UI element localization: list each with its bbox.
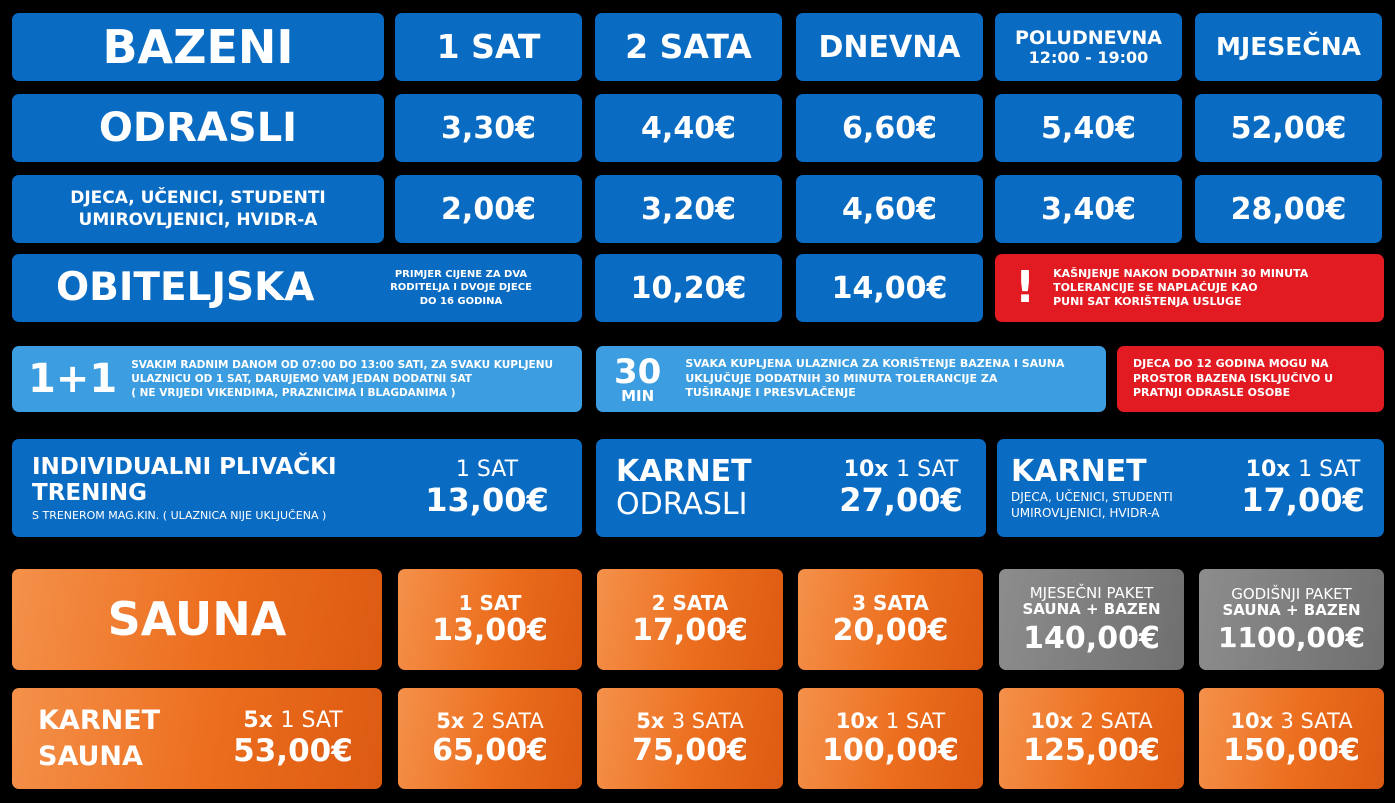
- col-header-half-day: [995, 13, 1182, 81]
- price-adults-half-day: 5,40€: [995, 94, 1182, 162]
- sauna-karnet-item-6-unit: 3 SATA: [1280, 709, 1353, 734]
- sauna-monthly-price: 140,00€: [1023, 620, 1160, 656]
- training-unit: 1 SAT: [455, 457, 519, 483]
- sauna-title: SAUNA: [12, 569, 382, 670]
- training-price: 13,00€: [425, 480, 549, 519]
- sauna-yearly-price: 1100,00€: [1217, 620, 1365, 654]
- sauna-yearly-line2: SAUNA + BAZEN: [1222, 601, 1361, 620]
- sauna-karnet-first: [12, 688, 382, 789]
- karnet-adults-qty: 10x: [843, 457, 889, 483]
- children-note-line1: DJECA DO 12 GODINA MOGU NA: [1133, 356, 1329, 370]
- sauna-yearly-package: [1199, 569, 1384, 670]
- sauna-karnet-item-2-qty: 5x: [436, 709, 465, 734]
- sauna-karnet-item-3-unit: 3 SATA: [671, 709, 744, 734]
- promo-thirty-min-num: 30: [614, 351, 662, 392]
- sauna-karnet-item-4: [798, 688, 983, 789]
- half-day-label: POLUDNEVNA: [1015, 26, 1162, 49]
- reduced-label-line1: DJECA, UČENICI, STUDENTI: [70, 187, 326, 208]
- family-note: [376, 268, 546, 309]
- karnet-reduced-unit: 1 SAT: [1298, 457, 1361, 483]
- children-note-line2: PROSTOR BAZENA ISKLJUČIVO U: [1133, 371, 1334, 385]
- sauna-karnet-item-2-qty-line: [436, 710, 544, 733]
- promo-thirty-min-unit: MIN: [621, 386, 655, 405]
- training-sub: S TRENEROM MAG.KIN. ( ULAZNICA NIJE UKLJUČENA ): [32, 508, 327, 522]
- price-reduced-2h: 3,20€: [595, 175, 782, 243]
- sauna-karnet-item-6-price: 150,00€: [1223, 732, 1360, 768]
- price-reduced-monthly: 28,00€: [1195, 175, 1382, 243]
- sauna-monthly-package: [999, 569, 1184, 670]
- sauna-item-2-label: 2 SATA: [651, 591, 729, 615]
- late-warning-text: [1053, 267, 1308, 310]
- karnet-reduced-info: [1011, 455, 1233, 522]
- family-label: OBITELJSKA: [56, 264, 315, 310]
- col-header-daily: DNEVNA: [796, 13, 983, 81]
- sauna-karnet-item-1-qty: 5x: [243, 708, 273, 734]
- karnet-reduced-box: [997, 439, 1384, 537]
- price-adults-monthly: 52,00€: [1195, 94, 1382, 162]
- promo-one-plus-one: [12, 346, 582, 412]
- sauna-karnet-item-4-unit: 1 SAT: [885, 709, 946, 734]
- half-day-hours: 12:00 - 19:00: [1028, 47, 1149, 67]
- karnet-reduced-sub-line2: UMIROVLJENICI, HVIDR-A: [1011, 506, 1160, 521]
- row-label-family: [12, 254, 582, 322]
- sauna-item-3: [798, 569, 983, 670]
- promo-thirty-min-line1: SVAKA KUPLJENA ULAZNICA ZA KORIŠTENJE BAZENA I SAUNA: [685, 356, 1065, 370]
- late-warning-line2: TOLERANCIJE SE NAPLAĆUJE KAO: [1053, 280, 1258, 294]
- sauna-item-1-label: 1 SAT: [458, 591, 522, 615]
- sauna-item-1: [398, 569, 582, 670]
- training-title-line2: TRENING: [32, 480, 148, 507]
- karnet-adults-sub: ODRASLI: [616, 487, 748, 522]
- sauna-karnet-item-5-qty: 10x: [1030, 709, 1074, 734]
- exclamation-icon: !: [1015, 261, 1036, 313]
- price-reduced-half-day: 3,40€: [995, 175, 1182, 243]
- sauna-karnet-item-5-qty-line: [1030, 710, 1152, 733]
- sauna-karnet-item-1: [218, 709, 368, 767]
- sauna-karnet-item-4-qty: 10x: [835, 709, 879, 734]
- sauna-karnet-item-5: [999, 688, 1184, 789]
- price-adults-2h: 4,40€: [595, 94, 782, 162]
- sauna-yearly-line1: GODIŠNJI PAKET: [1231, 584, 1352, 603]
- price-family-daily: 14,00€: [796, 254, 983, 322]
- training-price-block: [412, 458, 562, 517]
- children-note-text: [1133, 357, 1333, 402]
- sauna-karnet-item-6-qty: 10x: [1230, 709, 1274, 734]
- promo-thirty-min: [596, 346, 1106, 412]
- price-adults-daily: 6,60€: [796, 94, 983, 162]
- sauna-item-3-price: 20,00€: [832, 613, 949, 648]
- karnet-adults-unit: 1 SAT: [896, 457, 959, 483]
- karnet-adults-qty-line: [844, 458, 959, 482]
- pools-title: BAZENI: [12, 13, 384, 81]
- late-warning-line3: PUNI SAT KORIŠTENJA USLUGE: [1053, 295, 1242, 309]
- price-reduced-daily: 4,60€: [796, 175, 983, 243]
- family-note-line1: PRIMJER CIJENE ZA DVA: [394, 268, 528, 280]
- price-reduced-1h: 2,00€: [395, 175, 582, 243]
- late-warning-line1: KAŠNJENJE NAKON DODATNIH 30 MINUTA: [1053, 266, 1309, 280]
- sauna-karnet-item-1-price: 53,00€: [233, 732, 353, 769]
- karnet-reduced-qty-line: [1246, 458, 1361, 482]
- col-header-monthly: MJESEČNA: [1195, 13, 1382, 81]
- training-box: [12, 439, 582, 537]
- sauna-karnet-item-2: [398, 688, 582, 789]
- sauna-karnet-item-1-qty-line: [243, 709, 342, 733]
- sauna-karnet-title: [38, 703, 218, 773]
- sauna-karnet-item-5-unit: 2 SATA: [1080, 709, 1153, 734]
- row-label-adults: ODRASLI: [12, 94, 384, 162]
- promo-thirty-min-line2: UKLJUČUJE DODATNIH 30 MINUTA TOLERANCIJE ZA: [685, 371, 998, 385]
- karnet-reduced-sub-line1: DJECA, UČENICI, STUDENTI: [1011, 490, 1173, 505]
- sauna-karnet-item-4-price: 100,00€: [822, 732, 959, 768]
- sauna-karnet-item-4-qty-line: [836, 710, 945, 733]
- sauna-monthly-line2: SAUNA + BAZEN: [1022, 600, 1161, 618]
- karnet-adults-info: [616, 455, 826, 521]
- price-family-2h: 10,20€: [595, 254, 782, 322]
- row-label-reduced: [12, 175, 384, 243]
- promo-thirty-min-line3: TUŠIRANJE I PRESVLAČENJE: [685, 386, 856, 400]
- karnet-reduced-price-block: [1233, 458, 1373, 517]
- promo-thirty-min-badge: [614, 351, 662, 405]
- sauna-karnet-item-5-price: 125,00€: [1023, 732, 1160, 768]
- sauna-karnet-item-2-price: 65,00€: [432, 732, 548, 768]
- sauna-monthly-line1: MJESEČNI PAKET: [1029, 583, 1154, 602]
- sauna-karnet-item-3-qty-line: [636, 710, 744, 733]
- sauna-karnet-item-2-unit: 2 SATA: [471, 709, 544, 734]
- children-note-line3: PRATNJI ODRASLE OSOBE: [1133, 386, 1291, 400]
- sauna-item-3-label: 3 SATA: [852, 591, 929, 615]
- promo-one-plus-one-line1: SVAKIM RADNIM DANOM OD 07:00 DO 13:00 SATI, ZA SVAKU KUPLJENU: [131, 358, 554, 371]
- promo-one-plus-one-line3: ( NE VRIJEDI VIKENDIMA, PRAZNICIMA I BLAGDANIMA ): [131, 387, 456, 400]
- karnet-adults-box: [596, 439, 986, 537]
- karnet-reduced-title: KARNET: [1011, 453, 1147, 489]
- promo-one-plus-one-badge: 1+1: [28, 356, 118, 402]
- karnet-reduced-qty: 10x: [1245, 457, 1291, 483]
- promo-one-plus-one-line2: ULAZNICU OD 1 SAT, DARUJEMO VAM JEDAN DODATNI SAT: [131, 372, 472, 385]
- family-note-line3: DO 16 GODINA: [419, 295, 503, 307]
- col-header-1h: 1 SAT: [395, 13, 582, 81]
- sauna-karnet-item-6-qty-line: [1230, 710, 1352, 733]
- col-header-2h: 2 SATA: [595, 13, 782, 81]
- sauna-item-2-price: 17,00€: [632, 613, 748, 648]
- training-title-line1: INDIVIDUALNI PLIVAČKI: [32, 454, 337, 481]
- sauna-karnet-item-1-unit: 1 SAT: [280, 708, 343, 734]
- karnet-reduced-price: 17,00€: [1241, 480, 1365, 519]
- promo-one-plus-one-text: [131, 358, 553, 401]
- karnet-adults-title: KARNET: [616, 454, 752, 489]
- sauna-karnet-title-line2: SAUNA: [38, 740, 143, 772]
- sauna-karnet-item-6: [1199, 688, 1384, 789]
- sauna-item-2: [597, 569, 783, 670]
- reduced-label-line2: UMIROVLJENICI, HVIDR-A: [78, 210, 318, 230]
- karnet-adults-price-block: [826, 458, 976, 517]
- family-note-line2: RODITELJA I DVOJE DJECE: [390, 282, 532, 294]
- promo-thirty-min-text: [685, 357, 1064, 402]
- training-info: [32, 454, 412, 522]
- sauna-karnet-item-3-price: 75,00€: [632, 732, 748, 768]
- sauna-karnet-title-line1: KARNET: [38, 705, 161, 737]
- children-note: [1117, 346, 1384, 412]
- price-adults-1h: 3,30€: [395, 94, 582, 162]
- sauna-karnet-item-3: [597, 688, 783, 789]
- late-warning: [995, 254, 1384, 322]
- sauna-item-1-price: 13,00€: [432, 613, 548, 648]
- karnet-adults-price: 27,00€: [839, 480, 963, 519]
- sauna-karnet-item-3-qty: 5x: [636, 709, 665, 734]
